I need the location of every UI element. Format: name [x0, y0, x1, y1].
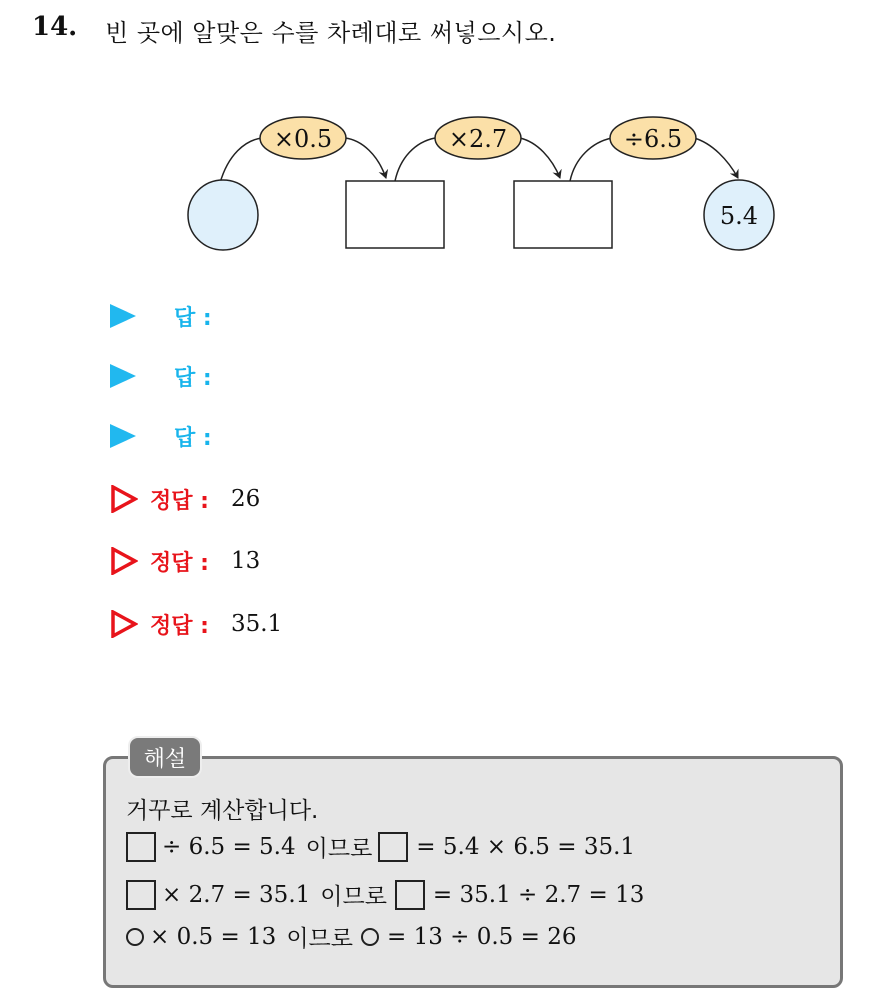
correct-value: 26: [230, 486, 261, 512]
correct-row-1: [110, 479, 260, 519]
play-arrow-icon: [110, 364, 136, 388]
solution-line-2-word: 이므로: [320, 884, 387, 910]
solution-line-1-word: 이므로: [305, 836, 373, 862]
arc-arrow-1: [220, 138, 262, 183]
solution-line-3-lhs: × 0.5 = 13: [150, 923, 277, 950]
end-value: 5.4: [719, 202, 759, 230]
solution-line-2-rhs: = 35.1 ÷ 2.7 = 13: [432, 881, 645, 908]
correct-value: 13: [230, 548, 261, 574]
solution-line-3-word: 이므로: [286, 926, 353, 952]
arc-arrow-2b: [520, 138, 560, 178]
play-arrow-icon: [110, 304, 136, 328]
arc-arrow-3b: [694, 138, 738, 178]
correct-label: 정답 :: [150, 613, 209, 639]
correct-value: 35.1: [230, 611, 283, 637]
solution-line-1-lhs: ÷ 6.5 = 5.4: [162, 833, 296, 860]
answer-row-3: [110, 416, 234, 456]
solution-line-3: [126, 920, 576, 953]
operation-3-label: ÷6.5: [623, 125, 683, 153]
answer-row-2: [110, 356, 234, 396]
correct-label: 정답 :: [150, 550, 209, 576]
arc-arrow-2: [395, 138, 435, 181]
question-text: 빈 곳에 알맞은 수를 차례대로 써넣으시오.: [105, 19, 557, 47]
blank-square-icon: [378, 832, 408, 862]
arc-arrow-3: [570, 138, 612, 181]
solution-tab: 해설: [128, 736, 202, 778]
answer-label: 답 :: [174, 425, 212, 451]
solution-box: [103, 756, 843, 988]
solution-intro: 거꾸로 계산합니다.: [126, 798, 319, 824]
answer-row-1: [110, 296, 234, 336]
outline-triangle-icon: [110, 610, 138, 638]
solution-line-1-rhs: = 5.4 × 6.5 = 35.1: [416, 833, 636, 860]
answer-label: 답 :: [174, 305, 212, 331]
start-circle: [188, 180, 258, 250]
play-arrow-icon: [110, 424, 136, 448]
operation-diagram: [0, 0, 884, 300]
question-number: 14.: [32, 12, 78, 42]
outline-triangle-icon: [110, 485, 138, 513]
blank-square-icon: [126, 880, 156, 910]
blank-circle-icon: [126, 928, 144, 946]
correct-row-3: [110, 604, 282, 644]
correct-label: 정답 :: [150, 488, 209, 514]
operation-1-label: ×0.5: [273, 125, 333, 153]
blank-box-1: [346, 181, 444, 248]
arc-arrow-1b: [345, 138, 386, 178]
blank-circle-icon: [361, 928, 379, 946]
solution-line-2: [126, 878, 644, 911]
blank-square-icon: [395, 880, 425, 910]
solution-line-3-rhs: = 13 ÷ 0.5 = 26: [386, 923, 577, 950]
blank-box-2: [514, 181, 612, 248]
correct-row-2: [110, 541, 260, 581]
solution-line-2-lhs: × 2.7 = 35.1: [162, 881, 311, 908]
outline-triangle-icon: [110, 547, 138, 575]
blank-square-icon: [126, 832, 156, 862]
answer-label: 답 :: [174, 365, 212, 391]
solution-line-1: [126, 830, 635, 863]
operation-2-label: ×2.7: [448, 125, 508, 153]
